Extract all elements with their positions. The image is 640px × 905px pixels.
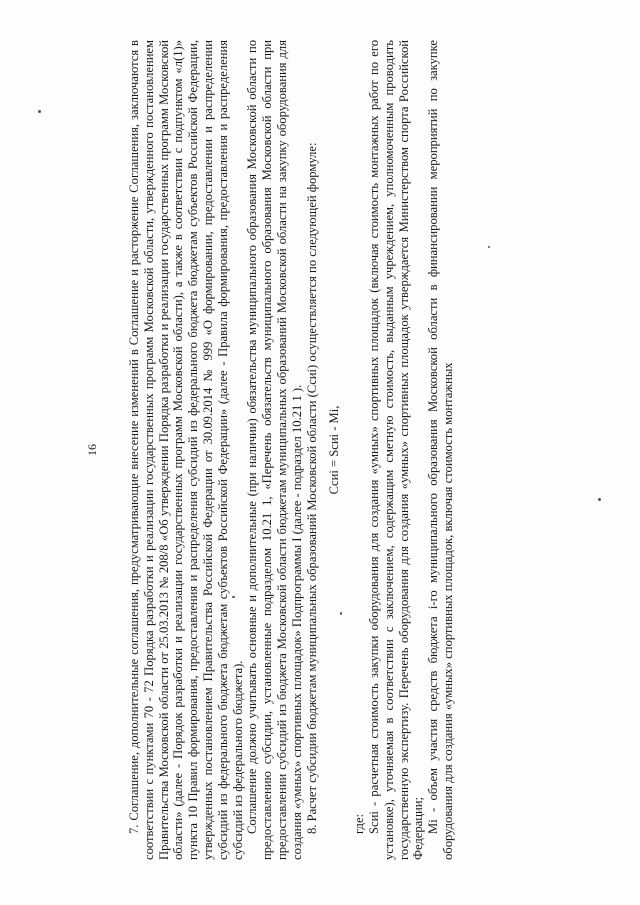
document-body [127,40,456,860]
scan-speck [38,110,41,113]
rotated-page-content [85,40,555,860]
page-number: 16 [85,444,99,456]
definition-s: Sсиi - расчетная стоимость закупки оборудования для создания «умных» спортивных площадок (включая стоимость монтажных работ по его установке), уточняемая в соответствии с заключением, содержащим сметную стоимость, выданным учреждением, уполномоченным проводить государственную экспертизу. Перечень оборудования для создания «умных» спортивных площадок утверждается Министерством спорта Российской Федерации; [366,40,426,860]
where-label: где: [352,813,367,834]
paragraph-agreement-obligations: Соглашение должно учитывать основные и дополнительные (при наличии) обязательства муниципального образования Московской области по предоставлению субсидии, установленные подразделом 10.21 1, «Перечень обязательств муниципального образования Московской области при предоставлении субсидий из бюджета Московской области бюджетам муниципальных образований Московской области на закупку оборудования для создания «умных» спортивных площадок» Подпрограммы I (далее - подраздел 10.21 1 ). [245,40,304,860]
paragraph-8: 8. Расчет субсидии бюджетам муниципальных образований Московской области (Cсиi) осуществляется по следующей формуле: [304,142,319,834]
formula: Cсиi = Sсиi - Mi, [327,405,342,495]
paragraph-7: 7. Соглашение, дополнительные соглашения, предусматривающие внесение изменений в Соглашение и расторжение Соглашения, заключаются в соответствии с пунктами 70 - 72 Порядка разработки и реализации государственных программ Московской области, утвержденного постановлением Правительства Московской области от 25.03.2013 № 208/8 «Об утверждении Порядка разработки и реализации государственных программ Московской области» (далее - Порядок разработки и реализации государственных программ Московской области), а также в соответствии с подпунктом «л(1)» пункта 10 Правил формирования, предоставления и распределения субсидий из федерального бюджета бюджетам субъектов Российской Федерации, утвержденных постановлением Правительства Российской Федерации от 30.09.2014 № 999 «О формировании, предоставлении и распределении субсидий из федерального бюджета бюджетам субъектов Российской Федерации» (далее - Правила формирования, предоставления и распределения субсидий из федерального бюджета). [127,40,245,860]
definition-m: Mi - объем участия средств бюджета i-го муниципального образования Московской области в финансировании мероприятий по закупке оборудования для создания «умных» спортивных площадок, включая стоимость монтажных [426,40,455,860]
scan-speck [598,498,601,501]
